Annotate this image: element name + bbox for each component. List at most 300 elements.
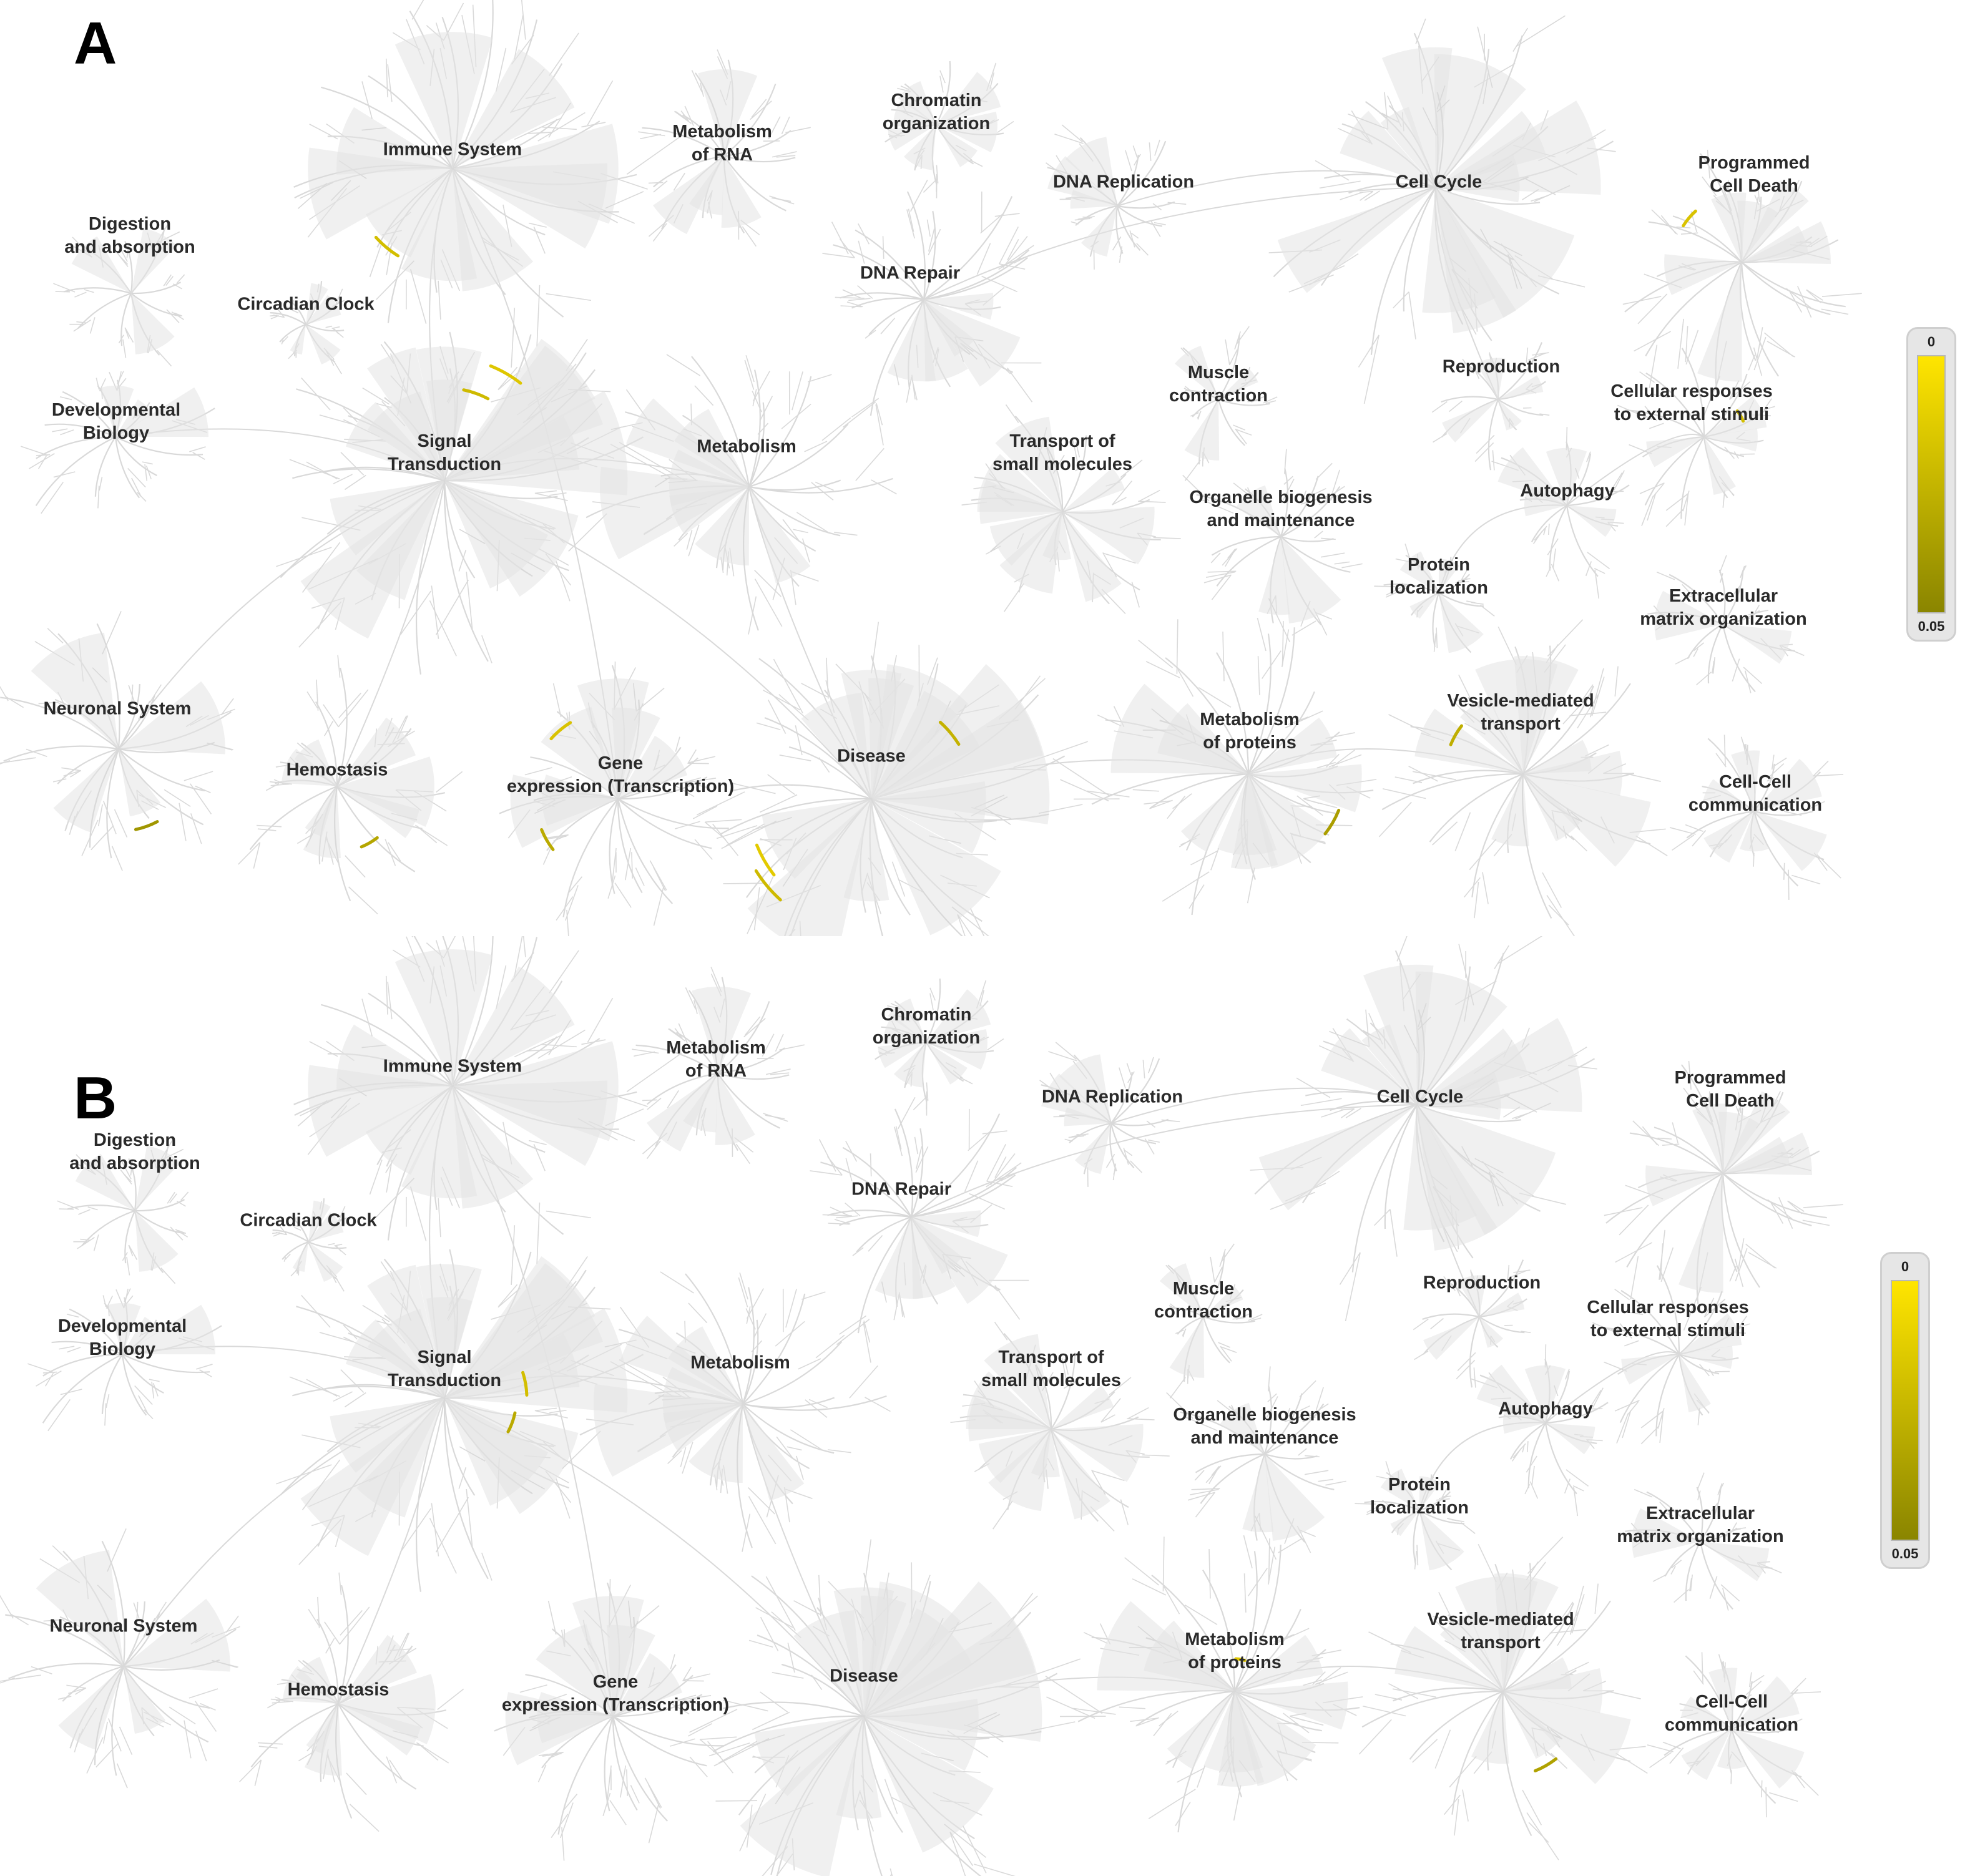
pathway-label-line1: Circadian Clock: [240, 1210, 377, 1231]
pathway-label-line2: Transduction: [387, 454, 502, 474]
pathway-sub-branch: [1566, 427, 1567, 450]
pathway-sub-branch: [272, 1701, 291, 1703]
pathway-sub-branch: [690, 1757, 707, 1777]
pathway-label-line1: Gene: [592, 1672, 639, 1692]
pathway-sub-branch: [1212, 575, 1230, 600]
pathway-sub-branch: [0, 1580, 13, 1619]
pathway-sub-branch: [536, 1411, 568, 1418]
pathway-sub-branch: [1806, 290, 1821, 303]
pathway-sub-branch: [1773, 758, 1786, 766]
pathway-sub-branch: [1547, 895, 1579, 936]
pathway-fan: [1621, 1354, 1679, 1384]
pathway-sub-branch: [438, 1689, 464, 1709]
pathway-sub-branch: [695, 386, 713, 406]
pathway-sub-branch: [527, 1050, 552, 1051]
pathway-sub-branch: [1623, 296, 1661, 305]
pathway-sub-branch: [1305, 1470, 1328, 1474]
pathway-tree-vesicle: [1359, 1537, 1647, 1860]
pathway-sub-branch: [1630, 1256, 1638, 1299]
legend-gradient-bar: [1891, 1280, 1919, 1541]
pathway-sub-branch: [418, 1743, 438, 1760]
pathway-fan: [1259, 1105, 1417, 1210]
pathway-sub-branch: [754, 1314, 766, 1338]
pathway-sub-branch: [988, 1038, 1004, 1050]
pathway-sub-branch: [645, 1778, 662, 1808]
pathway-sub-branch: [1474, 1367, 1476, 1387]
pathway-branch: [1195, 1454, 1265, 1473]
pathway-sub-branch: [723, 1700, 768, 1711]
pathway-fan: [1081, 206, 1117, 256]
pathway-sub-branch: [587, 81, 612, 125]
pathway-sub-branch: [851, 398, 878, 417]
pathway-label-line2: organization: [872, 1028, 981, 1048]
pathway-label-organelle: [1173, 1404, 1356, 1450]
pathway-sub-branch: [775, 1034, 783, 1052]
pathway-sub-branch: [1149, 1789, 1195, 1819]
pathway-sub-branch: [674, 533, 688, 546]
pathway-label-line2: communication: [1688, 795, 1823, 815]
pathway-label-dna_repair: [851, 1178, 951, 1201]
pathway-sub-branch: [125, 328, 133, 343]
pathway-label-line1: Reproduction: [1442, 356, 1561, 377]
pathway-fan: [290, 325, 306, 354]
pathway-label-line2: of proteins: [1188, 1653, 1282, 1673]
pathway-sub-branch: [385, 839, 395, 866]
pathway-sub-branch: [94, 1234, 99, 1251]
pathway-sub-branch: [193, 452, 205, 459]
pathway-tree-autophagy: [1492, 427, 1630, 598]
pathway-sub-branch: [1155, 140, 1160, 155]
pathway-branch: [1723, 1173, 1811, 1226]
pathway-sub-branch: [1132, 582, 1139, 608]
pathway-sub-branch: [801, 683, 828, 697]
pathway-sub-branch: [546, 294, 591, 301]
pathway-label-transport: [992, 430, 1132, 476]
pathway-sub-branch: [1325, 1481, 1346, 1485]
pathway-label-line2: Transduction: [387, 1370, 502, 1390]
pathway-label-immune: [383, 1055, 522, 1078]
pathway-sub-branch: [1745, 671, 1751, 693]
pathway-sub-branch: [1257, 618, 1266, 651]
pathway-sub-branch: [1532, 1466, 1534, 1485]
pathway-sub-branch: [98, 486, 99, 508]
pathway-label-prog_death: [1698, 152, 1810, 198]
pathway-sub-branch: [1513, 28, 1527, 52]
panel-b: [0, 936, 1975, 1876]
pathway-sub-branch: [240, 1760, 261, 1782]
pathway-label-line1: Metabolism: [672, 122, 772, 142]
pathway-sub-branch: [730, 783, 775, 793]
pathway-sub-branch: [1258, 656, 1260, 695]
pathway-sub-branch: [749, 1496, 776, 1543]
pathway-sub-branch: [971, 909, 994, 936]
pathway-sub-branch: [1383, 789, 1426, 799]
pathway-sub-branch: [907, 210, 914, 239]
pathway-label-line1: Transport of: [998, 1347, 1104, 1367]
pathway-sub-branch: [1719, 1654, 1723, 1668]
pathway-sub-branch: [1119, 1707, 1145, 1708]
pathway-tree-dna_rep: [1039, 1042, 1180, 1187]
pathway-label-line2: contraction: [1169, 386, 1268, 406]
pathway-sub-branch: [349, 887, 378, 914]
pathway-sub-branch: [1320, 181, 1361, 188]
pathway-sub-branch: [1416, 19, 1426, 44]
pathway-sub-branch: [1127, 1063, 1130, 1075]
pathway-sub-branch: [963, 1826, 986, 1874]
pathway-sub-branch: [534, 227, 545, 253]
pathway-sub-branch: [1720, 555, 1727, 573]
pathway-label-line2: Cell Death: [1686, 1091, 1775, 1111]
pathway-sub-branch: [650, 861, 667, 891]
pathway-sub-branch: [819, 758, 830, 773]
pathway-sub-branch: [700, 1737, 737, 1739]
pathway-label-hemostasis: [287, 759, 388, 782]
pathway-sub-branch: [386, 976, 388, 1015]
pathway-sub-branch: [1431, 1318, 1444, 1329]
pathway-sub-branch: [189, 447, 205, 452]
pathway-sub-branch: [850, 1365, 878, 1398]
pathway-sub-branch: [1417, 1545, 1418, 1566]
pathway-sub-branch: [801, 1292, 825, 1299]
pathway-label-neuronal: [50, 1615, 198, 1638]
pathway-label-line1: Programmed: [1698, 153, 1810, 173]
pathway-label-line1: Cell-Cell: [1695, 1692, 1768, 1712]
pathway-sub-branch: [1481, 605, 1495, 617]
pathway-sub-branch: [255, 1760, 261, 1786]
pathway-sub-branch: [429, 1518, 456, 1573]
pathway-label-reproduction: [1423, 1272, 1541, 1295]
pathway-sub-branch: [1547, 620, 1582, 657]
pathway-label-line1: Cell Cycle: [1376, 1087, 1464, 1107]
pathway-label-ecm: [1617, 1502, 1784, 1548]
pathway-sub-branch: [96, 1743, 119, 1767]
pathway-sub-branch: [709, 1743, 750, 1756]
pathway-sub-branch: [326, 326, 333, 328]
pathway-sub-branch: [848, 298, 870, 300]
pathway-label-line1: Chromatin: [891, 90, 982, 110]
pathway-sub-branch: [1822, 293, 1862, 296]
pathway-sub-branch: [1046, 1697, 1095, 1718]
pathway-sub-branch: [1159, 1711, 1179, 1726]
pathway-sub-branch: [520, 0, 526, 40]
pathway-sub-branch: [1454, 1799, 1459, 1835]
pathway-label-line1: Hemostasis: [287, 1679, 390, 1700]
pathway-sub-branch: [77, 1238, 95, 1249]
pathway-sub-branch: [1552, 564, 1559, 581]
pathway-sub-branch: [1248, 867, 1255, 903]
pathway-label-dna_rep: [1042, 1086, 1183, 1109]
pathway-label-line1: Signal: [417, 1347, 472, 1367]
pathway-sub-branch: [625, 848, 631, 880]
pathway-sub-branch: [1746, 1244, 1775, 1268]
pathway-sub-branch: [43, 1372, 57, 1373]
pathway-sub-branch: [995, 1286, 1020, 1320]
pathway-sub-branch: [1397, 936, 1407, 961]
pathway-sub-branch: [1769, 1792, 1798, 1801]
pathway-tree-disease: [697, 622, 1110, 936]
pathway-sub-branch: [0, 663, 8, 701]
pathway-label-metab_rna: [672, 120, 772, 167]
pathway-sub-branch: [858, 241, 865, 264]
pathway-sub-branch: [1647, 1745, 1674, 1752]
pathway-sub-branch: [1497, 936, 1547, 964]
pathway-sub-branch: [1208, 571, 1237, 572]
pathway-sub-branch: [1449, 1756, 1476, 1787]
pathway-label-line1: Chromatin: [881, 1005, 972, 1025]
pathway-sub-branch: [1198, 688, 1231, 707]
pathway-fan: [36, 1550, 124, 1666]
pathway-sub-branch: [793, 529, 808, 532]
pathway-sub-branch: [1675, 657, 1690, 664]
pathway-sub-branch: [88, 1207, 98, 1210]
pathway-label-autophagy: [1520, 480, 1614, 503]
pathway-sub-branch: [549, 493, 566, 496]
pathway-sub-branch: [271, 784, 290, 786]
pathway-label-line2: localization: [1370, 1498, 1469, 1518]
pathway-sub-branch: [750, 101, 772, 120]
pathway-sub-branch: [615, 883, 631, 908]
pathway-sub-branch: [257, 826, 282, 827]
pathway-sub-branch: [1595, 1584, 1598, 1614]
pathway-sub-branch: [1300, 1380, 1316, 1397]
pathway-branch: [730, 785, 871, 799]
pathway-label-line1: Neuronal System: [49, 1616, 198, 1636]
pathway-sub-branch: [370, 242, 381, 277]
pathway-sub-branch: [723, 883, 765, 884]
pathway-sub-branch: [78, 1209, 90, 1214]
pathway-sub-branch: [1455, 813, 1470, 851]
pathway-sub-branch: [129, 1245, 137, 1260]
pathway-sub-branch: [765, 1115, 785, 1119]
pathway-sub-branch: [189, 1689, 218, 1698]
pathway-sub-branch: [1185, 1605, 1217, 1624]
pathway-sub-branch: [1432, 401, 1447, 412]
pathway-label-ecm: [1640, 585, 1807, 631]
pathway-sub-branch: [846, 1141, 857, 1161]
pathway-sub-branch: [1162, 872, 1209, 901]
pathway-sub-branch: [1053, 759, 1110, 796]
pathway-label-line1: Metabolism: [697, 436, 796, 457]
pathway-sub-branch: [107, 1528, 126, 1571]
pathway-label-cell_cycle: [1396, 171, 1482, 194]
pathway-sub-branch: [1661, 1248, 1673, 1282]
pathway-sub-branch: [782, 404, 811, 429]
pathway-sub-branch: [411, 1186, 426, 1241]
pathway-sub-branch: [196, 1731, 207, 1761]
pathway-sub-branch: [1788, 1201, 1802, 1214]
pathway-sub-branch: [11, 1614, 29, 1625]
legend-min-label: 0: [1927, 334, 1936, 349]
pathway-sub-branch: [1223, 632, 1224, 681]
pathway-sub-branch: [1545, 1344, 1546, 1367]
pathway-sub-branch: [1525, 1484, 1529, 1494]
pathway-label-gene_expr: [502, 1671, 729, 1717]
pathway-sub-branch: [1004, 584, 1024, 612]
pathway-label-line1: Programmed: [1674, 1068, 1786, 1088]
pathway-label-line2: to external stimuli: [1614, 404, 1770, 424]
pathway-label-line2: small molecules: [992, 454, 1133, 474]
pathway-sub-branch: [581, 122, 605, 127]
pathway-sub-branch: [301, 1295, 330, 1327]
pathway-sub-branch: [1167, 796, 1185, 818]
pathway-sub-branch: [715, 1800, 757, 1801]
pathway-fan: [131, 293, 175, 354]
pathway-sub-branch: [340, 1610, 362, 1635]
pathway-sub-branch: [1784, 863, 1785, 880]
pathway-label-line2: of RNA: [685, 1061, 747, 1081]
pathway-sub-branch: [726, 824, 764, 846]
pathway-sub-branch: [142, 462, 153, 464]
pathway-sub-branch: [253, 843, 260, 869]
pathway-sub-branch: [200, 1370, 212, 1377]
pathway-tree-cell_resp: [1617, 326, 1775, 526]
pathway-label-line2: communication: [1664, 1715, 1799, 1735]
pathway-sub-branch: [310, 1042, 338, 1057]
pathway-tree-gene_expr: [499, 662, 742, 936]
pathway-branch: [43, 1354, 122, 1423]
pathway-sub-branch: [1605, 1691, 1641, 1699]
pathway-fan: [293, 1242, 308, 1272]
pathway-label-digestion: [69, 1129, 200, 1175]
pathway-label-line1: Neuronal System: [43, 698, 192, 719]
pathway-sub-branch: [1616, 1753, 1648, 1773]
pathway-label-line1: Muscle: [1172, 1279, 1235, 1299]
pathway-sub-branch: [346, 1773, 366, 1795]
pathway-sub-branch: [1128, 1408, 1149, 1419]
pathway-sub-branch: [1516, 16, 1566, 46]
pathway-sub-branch: [1594, 569, 1605, 574]
pathway-sub-branch: [1389, 1684, 1418, 1699]
pathway-label-line1: Muscle: [1187, 363, 1250, 383]
pathway-sub-branch: [1139, 640, 1173, 668]
pathway-label-muscle: [1154, 1278, 1253, 1324]
significant-pathway-highlight: [1683, 211, 1696, 225]
pathway-sub-branch: [266, 783, 279, 790]
pathway-sub-branch: [1292, 621, 1316, 635]
pathway-sub-branch: [688, 1724, 712, 1736]
pathway-sub-branch: [1615, 667, 1618, 696]
pathway-sub-branch: [914, 1137, 918, 1154]
pathway-tree-cell_resp: [1592, 1243, 1750, 1444]
significant-pathway-highlight: [757, 845, 774, 875]
pathway-label-prog_death: [1675, 1067, 1786, 1113]
pathway-sub-branch: [581, 1040, 605, 1044]
pathway-sub-branch: [436, 771, 463, 792]
pathway-label-metab_prot: [1200, 708, 1300, 755]
pathway-sub-branch: [1463, 1789, 1468, 1821]
pathway-sub-branch: [1112, 497, 1127, 505]
pathway-sub-branch: [864, 1539, 871, 1590]
pathway-sub-branch: [856, 448, 884, 481]
pathway-sub-branch: [335, 1277, 344, 1291]
pathway-sub-branch: [411, 269, 426, 323]
pathway-sub-branch: [717, 826, 757, 839]
pathway-sub-branch: [1197, 1766, 1205, 1787]
pathway-sub-branch: [341, 1370, 364, 1393]
pathway-sub-branch: [1218, 1342, 1230, 1347]
pathway-sub-branch: [1798, 286, 1811, 317]
pathway-sub-branch: [335, 1244, 343, 1246]
pathway-tree-cell_cell: [1670, 735, 1843, 899]
pathway-sub-branch: [773, 659, 803, 713]
pathway-sub-branch: [339, 1573, 341, 1595]
significant-pathway-highlight: [1325, 810, 1339, 834]
pathway-sub-branch: [323, 705, 339, 727]
legend-gradient-bar: [1917, 355, 1946, 613]
pathway-sub-branch: [1206, 1466, 1221, 1483]
pathway-sub-branch: [332, 327, 340, 329]
pathway-sub-branch: [1670, 828, 1696, 834]
pathway-sub-branch: [883, 236, 884, 259]
pathway-sub-branch: [1359, 1719, 1391, 1754]
pathway-sub-branch: [1449, 401, 1463, 411]
pathway-sub-branch: [376, 261, 414, 300]
pathway-sub-branch: [1142, 1455, 1170, 1456]
pathway-sub-branch: [845, 1203, 860, 1216]
pathway-sub-branch: [836, 1216, 858, 1218]
pathway-sub-branch: [123, 340, 126, 358]
pathway-label-line1: Extracellular: [1669, 586, 1778, 606]
pathway-sub-branch: [969, 1194, 1005, 1209]
pathway-sub-branch: [1262, 651, 1282, 679]
pathway-sub-branch: [871, 622, 878, 673]
pathway-sub-branch: [184, 771, 213, 781]
pathway-sub-branch: [1666, 494, 1688, 511]
pathway-sub-branch: [169, 1707, 195, 1724]
pathway-sub-branch: [120, 1727, 132, 1755]
pathway-label-line1: Reproduction: [1423, 1273, 1541, 1293]
pathway-sub-branch: [341, 452, 364, 476]
pathway-sub-branch: [775, 1321, 805, 1346]
pathway-sub-branch: [1316, 463, 1332, 479]
pathway-sub-branch: [766, 1576, 795, 1631]
pathway-sub-branch: [181, 1192, 189, 1200]
pathway-label-line1: Metabolism: [1185, 1629, 1285, 1649]
pathway-fan: [1075, 1123, 1111, 1174]
pathway-sub-branch: [742, 227, 756, 247]
pathway-sub-branch: [1375, 1209, 1390, 1226]
pathway-tree-disease: [689, 1539, 1102, 1876]
pathway-sub-branch: [1413, 1319, 1428, 1329]
pathway-label-metab_rna: [666, 1037, 766, 1083]
pathway-fan: [1479, 1292, 1524, 1317]
pathway-sub-branch: [669, 1029, 681, 1037]
pathway-label-dna_repair: [860, 262, 960, 285]
pathway-branch: [1742, 262, 1830, 315]
pathway-sub-branch: [820, 1139, 836, 1171]
pathway-label-dna_rep: [1053, 171, 1194, 194]
pathway-sub-branch: [1452, 1520, 1464, 1522]
pathway-sub-branch: [1725, 447, 1735, 459]
pathway-label-line1: Gene: [597, 753, 644, 773]
pathway-sub-branch: [1765, 333, 1794, 357]
pathway-sub-branch: [620, 1766, 626, 1797]
pathway-label-line2: localization: [1389, 578, 1488, 598]
pathway-sub-branch: [798, 1359, 821, 1369]
pathway-sub-branch: [66, 1685, 86, 1688]
pathway-label-line2: matrix organization: [1617, 1527, 1784, 1546]
pathway-label-dev_bio: [58, 1315, 187, 1361]
pathway-sub-branch: [1435, 1730, 1450, 1769]
pathway-sub-branch: [1672, 835, 1694, 850]
pathway-sub-branch: [21, 446, 47, 455]
pathway-sub-branch: [36, 455, 50, 456]
pathway-sub-branch: [755, 579, 782, 626]
pathway-sub-branch: [1125, 150, 1132, 171]
pathway-branch: [618, 799, 729, 828]
pathway-label-line1: Developmental: [57, 1316, 187, 1336]
pathway-sub-branch: [1190, 413, 1198, 416]
